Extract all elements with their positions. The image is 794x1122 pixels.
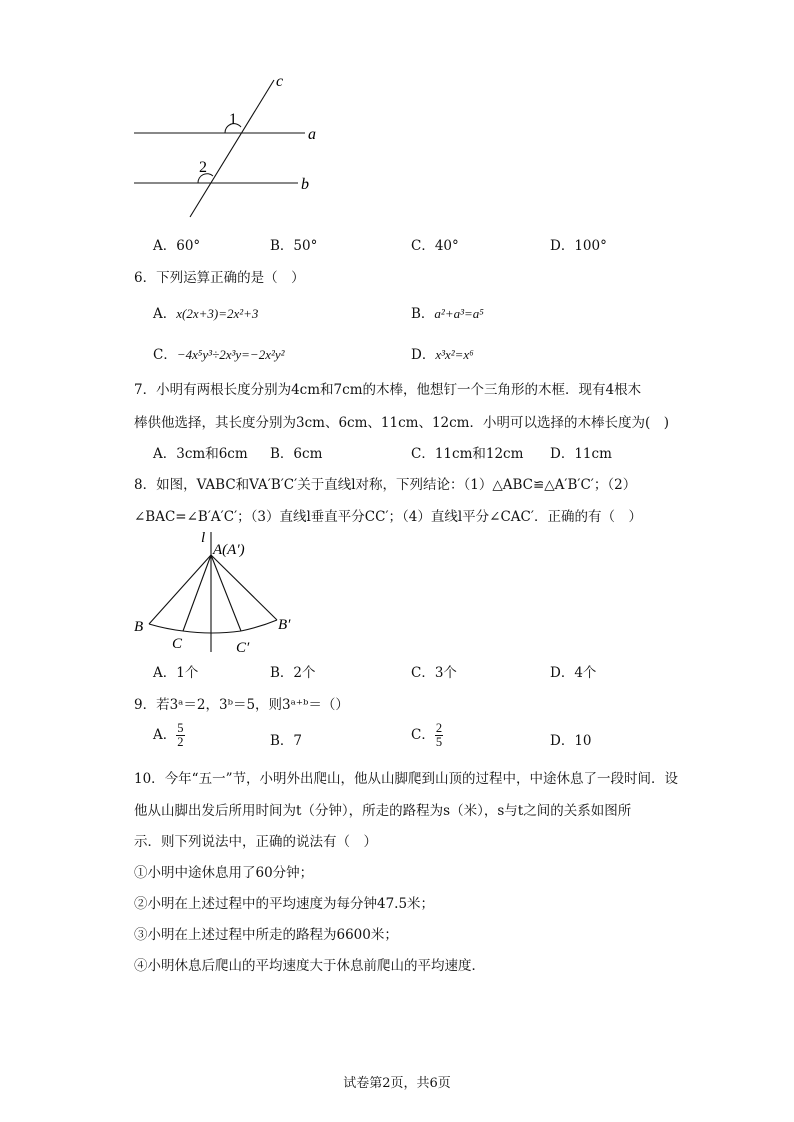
segment-AB-prime xyxy=(211,555,277,620)
parallel-lines-figure xyxy=(120,70,330,230)
q5-option-a: A．60° xyxy=(153,238,201,254)
q7-option-d: D．11cm xyxy=(550,446,612,462)
q8-line1: 8．如图，VABC和VA′B′C′关于直线l对称，下列结论：（1）△ABC≌△A′B′C′；（2） xyxy=(134,477,637,493)
q9-option-a xyxy=(153,722,185,749)
q9-option-a-prefix: A． xyxy=(153,727,177,743)
label-l: l xyxy=(201,530,206,546)
q8-option-d: D．4个 xyxy=(550,665,597,681)
q6-stem: 6．下列运算正确的是（ ） xyxy=(134,270,305,286)
q10-line1: 10．今年“五一”节，小明外出爬山，他从山脚爬到山顶的过程中，中途休息了一段时间．设 xyxy=(134,771,678,787)
q6-option-a xyxy=(153,302,258,322)
q5-option-c: C．40° xyxy=(411,238,459,254)
q9-option-c xyxy=(411,722,443,749)
q9-option-c-fraction xyxy=(435,722,443,749)
segment-AC-prime xyxy=(211,555,241,631)
q9-option-c-prefix: C． xyxy=(411,727,435,743)
q5-option-d: D．100° xyxy=(550,238,607,254)
q6-option-d-prefix: D． xyxy=(411,347,436,363)
q6-option-a-math: x(2x+3)=2x²+3 xyxy=(176,306,259,321)
label-A: A(A′) xyxy=(213,542,245,558)
label-a: a xyxy=(308,126,316,143)
q9-option-b: B．7 xyxy=(270,733,303,749)
q8-line2: ∠BAC=∠B′A′C′；（3）直线l垂直平分CC′；（4）直线l平分∠CAC′．正确的有（ ） xyxy=(134,509,642,525)
q6-option-d-math: x³x²=x⁶ xyxy=(435,347,474,362)
q7-line2: 棒供他选择，其长度分别为3cm、6cm、11cm、12cm．小明可以选择的木棒长度为( ) xyxy=(134,415,670,431)
q8-option-b: B．2个 xyxy=(270,665,316,681)
q8-option-c: C．3个 xyxy=(411,665,457,681)
q9-option-a-denominator: 2 xyxy=(177,735,184,749)
label-B: B xyxy=(134,619,144,635)
label-C-prime: C′ xyxy=(236,640,250,656)
q9-option-d: D．10 xyxy=(550,733,592,749)
angle-2-label: 2 xyxy=(199,159,207,176)
q9-stem: 9．若3ᵃ＝2，3ᵇ＝5，则3ᵃ⁺ᵇ＝（） xyxy=(134,697,349,713)
line-c xyxy=(190,80,274,217)
q7-option-c: C．11cm和12cm xyxy=(411,446,524,462)
segment-AB xyxy=(149,555,211,624)
segment-CC-prime xyxy=(183,631,241,633)
q10-line2: 他从山脚出发后所用时间为t（分钟），所走的路程为s（米），s与t之间的关系如图所 xyxy=(134,803,632,819)
page-footer: 试卷第2页，共6页 xyxy=(343,1076,451,1091)
label-B-prime: B′ xyxy=(278,617,291,633)
label-c: c xyxy=(276,73,284,90)
q6-option-a-prefix: A． xyxy=(153,306,177,322)
q10-statement-1: ①小明中途休息用了60分钟； xyxy=(134,865,314,881)
q9-option-c-numerator: 2 xyxy=(435,721,443,735)
q5-option-b: B．50° xyxy=(270,238,318,254)
q6-option-d xyxy=(411,343,474,363)
segment-C-prime-B-prime xyxy=(241,620,277,631)
segment-AC xyxy=(183,555,211,631)
q6-option-c xyxy=(153,343,285,363)
q7-option-a: A．3cm和6cm xyxy=(153,446,248,462)
q6-option-b-prefix: B． xyxy=(411,306,435,322)
q9-option-a-numerator: 5 xyxy=(177,721,184,735)
label-b: b xyxy=(301,176,309,193)
q9-option-c-denominator: 5 xyxy=(435,735,443,749)
q6-option-c-math: −4x⁵y³÷2x³y=−2x²y² xyxy=(176,347,285,362)
q8-option-a: A．1个 xyxy=(153,665,199,681)
q6-option-b-math: a²+a³=a⁵ xyxy=(434,306,484,321)
q7-option-b: B．6cm xyxy=(270,446,323,462)
angle-1-label: 1 xyxy=(229,111,237,128)
q6-option-b xyxy=(411,302,484,322)
symmetric-triangles-figure xyxy=(130,528,305,658)
q7-line1: 7．小明有两根长度分别为4cm和7cm的木棒，他想钉一个三角形的木框．现有4根木 xyxy=(134,382,642,398)
q10-line3: 示．则下列说法中，正确的说法有（ ） xyxy=(134,834,377,850)
label-C: C xyxy=(172,636,183,652)
q10-statement-2: ②小明在上述过程中的平均速度为每分钟47.5米； xyxy=(134,896,435,912)
q10-statement-4: ④小明休息后爬山的平均速度大于休息前爬山的平均速度． xyxy=(134,958,485,974)
segment-BC xyxy=(149,624,183,631)
q10-statement-3: ③小明在上述过程中所走的路程为6600米； xyxy=(134,927,398,943)
q6-option-c-prefix: C． xyxy=(153,347,177,363)
q9-option-a-fraction xyxy=(176,722,184,749)
